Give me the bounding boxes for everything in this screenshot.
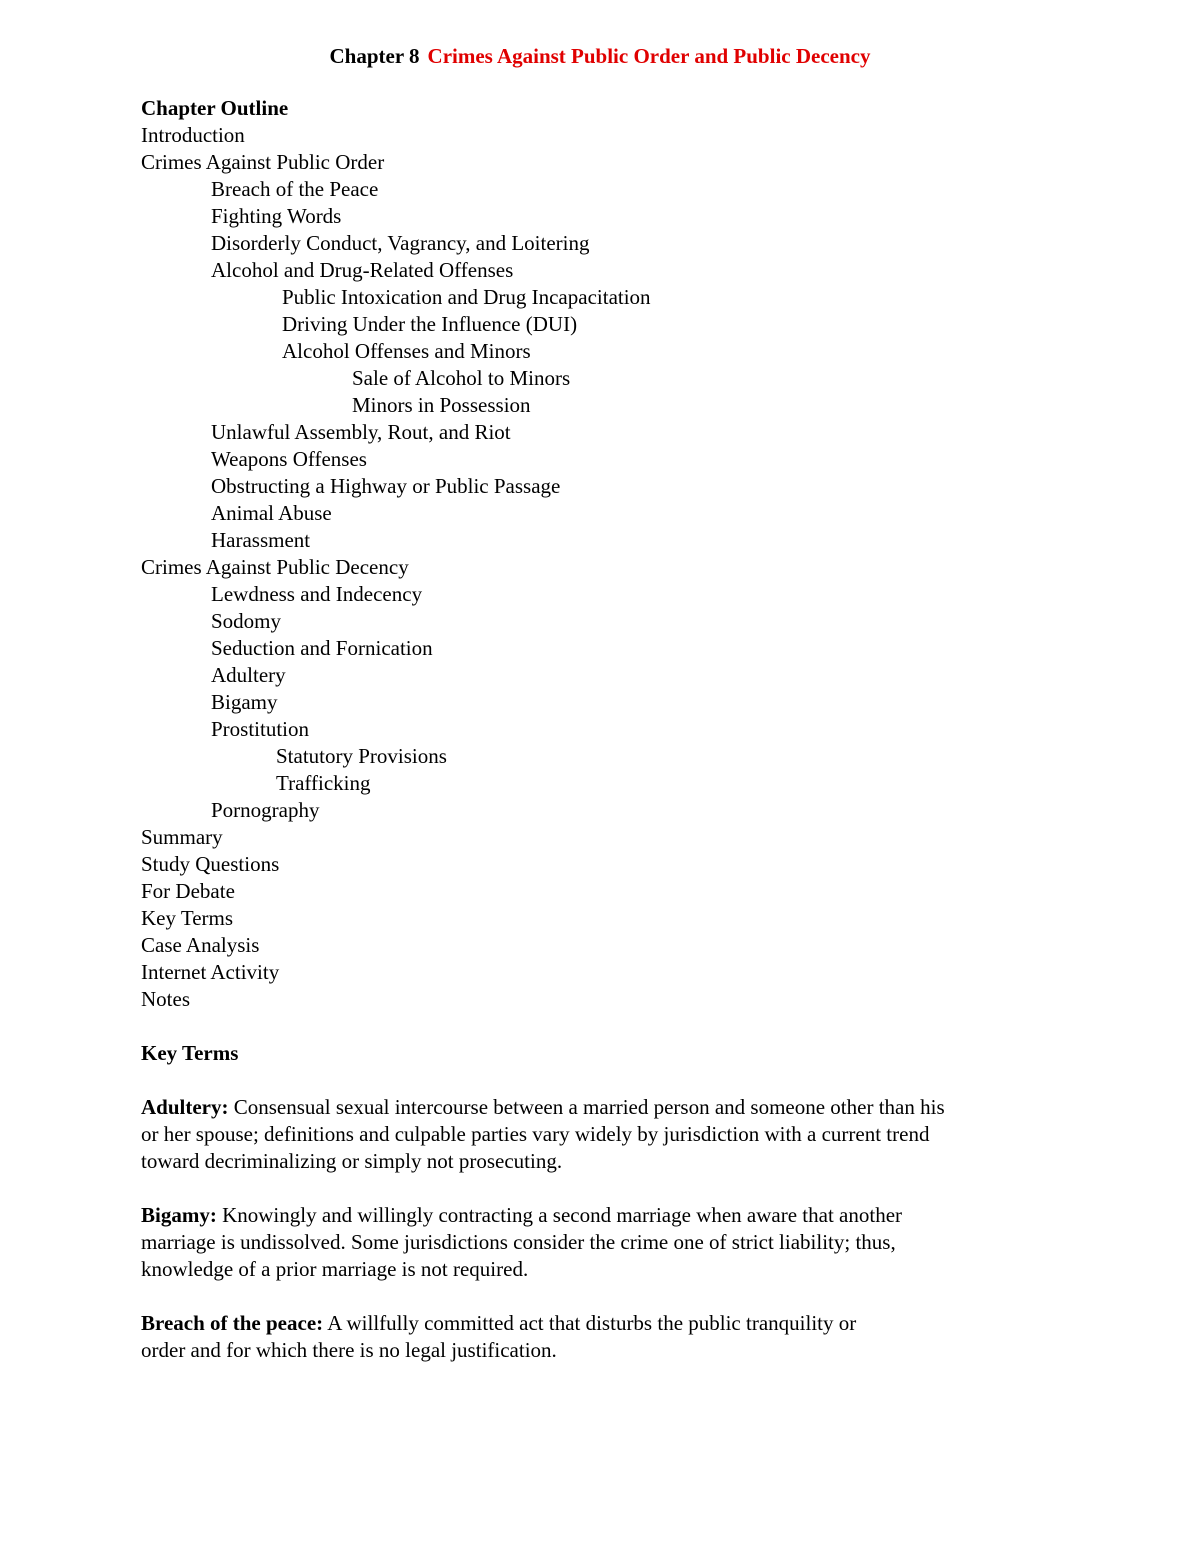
key-term-bigamy — [141, 1202, 1061, 1283]
term-name: Adultery: — [141, 1095, 229, 1119]
key-term-adultery — [141, 1094, 1061, 1175]
outline-item: Alcohol and Drug-Related Offenses — [211, 258, 514, 282]
outline-item: Lewdness and Indecency — [211, 582, 423, 606]
outline-item: Breach of the Peace — [211, 177, 379, 201]
outline-item: Bigamy — [211, 690, 278, 714]
term-definition-line: or her spouse; definitions and culpable parties vary widely by jurisdiction with a current trend — [141, 1122, 930, 1146]
chapter-title — [0, 42, 1200, 70]
outline-item: Driving Under the Influence (DUI) — [282, 312, 578, 336]
outline-item: Adultery — [211, 663, 286, 687]
outline-item: Study Questions — [141, 852, 280, 876]
term-name: Bigamy: — [141, 1203, 217, 1227]
term-definition-line: marriage is undissolved. Some jurisdictions consider the crime one of strict liability; thus, — [141, 1230, 896, 1254]
outline-item: Summary — [141, 825, 223, 849]
term-definition-line: order and for which there is no legal justification. — [141, 1338, 557, 1362]
outline-item: Prostitution — [211, 717, 310, 741]
outline-heading: Chapter Outline — [141, 96, 289, 120]
outline-item: Notes — [141, 987, 190, 1011]
outline-item: Sale of Alcohol to Minors — [352, 366, 571, 390]
outline-item: Obstructing a Highway or Public Passage — [211, 474, 561, 498]
term-definition-line: knowledge of a prior marriage is not required. — [141, 1257, 529, 1281]
chapter-outline — [141, 122, 1061, 1013]
outline-item: Case Analysis — [141, 933, 260, 957]
outline-item: Crimes Against Public Order — [141, 150, 385, 174]
key-term-breach-of-the-peace — [141, 1310, 1061, 1364]
outline-item: Weapons Offenses — [211, 447, 367, 471]
term-definition-line: toward decriminalizing or simply not prosecuting. — [141, 1149, 563, 1173]
outline-item: Animal Abuse — [211, 501, 332, 525]
outline-item: Minors in Possession — [352, 393, 531, 417]
chapter-name: Crimes Against Public Order and Public Decency — [427, 44, 871, 68]
outline-item: Unlawful Assembly, Rout, and Riot — [211, 420, 511, 444]
outline-item: Public Intoxication and Drug Incapacitation — [282, 285, 651, 309]
spacer — [141, 1283, 1061, 1310]
outline-item: For Debate — [141, 879, 235, 903]
outline-item: Crimes Against Public Decency — [141, 555, 409, 579]
outline-item: Seduction and Fornication — [211, 636, 433, 660]
outline-item: Statutory Provisions — [276, 744, 447, 768]
outline-item: Pornography — [211, 798, 320, 822]
key-terms-heading: Key Terms — [141, 1041, 239, 1065]
chapter-number: Chapter 8 — [329, 44, 420, 68]
term-definition-line: A willfully committed act that disturbs the public tranquility or — [327, 1311, 857, 1335]
term-definition-line: Consensual sexual intercourse between a married person and someone other than his — [233, 1095, 945, 1119]
spacer — [141, 1175, 1061, 1202]
outline-item: Key Terms — [141, 906, 234, 930]
spacer — [141, 1067, 1061, 1094]
outline-item: Harassment — [211, 528, 311, 552]
outline-item: Internet Activity — [141, 960, 280, 984]
outline-item: Introduction — [141, 123, 245, 147]
outline-item: Trafficking — [276, 771, 371, 795]
outline-item: Fighting Words — [211, 204, 342, 228]
outline-item: Alcohol Offenses and Minors — [282, 339, 531, 363]
term-definition-line: Knowingly and willingly contracting a second marriage when aware that another — [222, 1203, 903, 1227]
document-body — [141, 95, 1061, 1364]
outline-item: Disorderly Conduct, Vagrancy, and Loitering — [211, 231, 590, 255]
term-name: Breach of the peace: — [141, 1311, 324, 1335]
outline-item: Sodomy — [211, 609, 282, 633]
spacer — [141, 1013, 1061, 1040]
